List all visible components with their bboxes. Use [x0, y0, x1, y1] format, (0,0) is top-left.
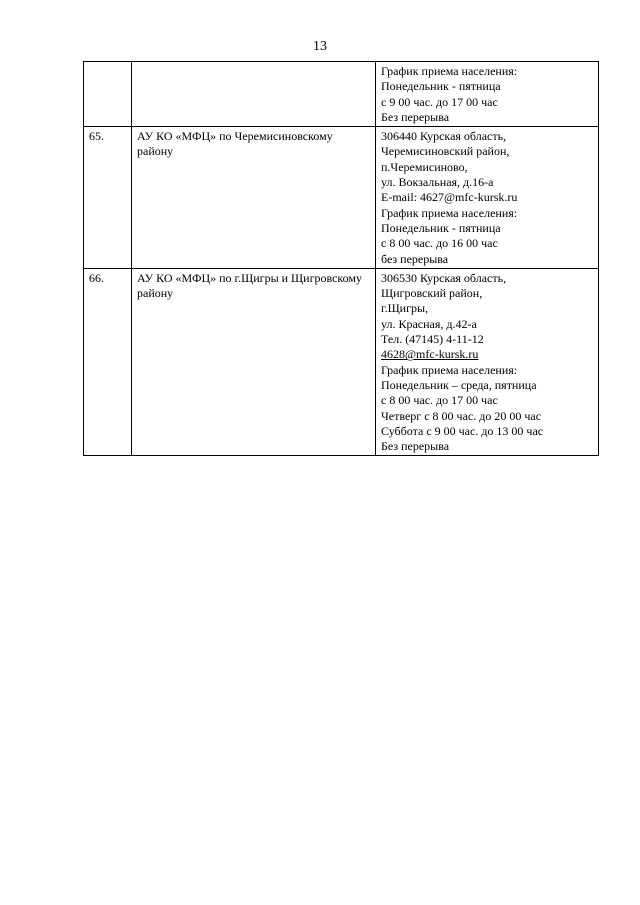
- address-schedule-cell: [376, 62, 599, 127]
- address-street: ул. Вокзальная, д.16-а: [381, 175, 494, 190]
- page-number: 13: [313, 39, 327, 54]
- schedule-weekday-hours: с 8 00 час. до 17 00 час: [381, 393, 498, 408]
- schedule-thursday: Четверг с 8 00 час. до 20 00 час: [381, 408, 542, 423]
- row-number-cell: 66.: [84, 268, 132, 456]
- schedule-heading: График приема населения:: [381, 64, 518, 78]
- phone-line: Тел. (47145) 4-11-12: [381, 332, 484, 347]
- schedule-hours: с 8 00 час. до 16 00 час: [381, 236, 498, 251]
- address-city: г.Щигры,: [381, 301, 429, 316]
- row-number-cell: 65.: [84, 127, 132, 269]
- mfc-table: [83, 61, 599, 456]
- schedule-days: Понедельник - пятница: [381, 220, 501, 235]
- address-postcode-region: 306440 Курская область,: [381, 129, 507, 144]
- address-postcode-region: 306530 Курская область,: [381, 270, 507, 285]
- office-name-cell: [132, 62, 376, 127]
- schedule-heading: График приема населения:: [381, 362, 518, 377]
- address-district: Черемисиновский район,: [381, 144, 510, 159]
- schedule-saturday: Суббота с 9 00 час. до 13 00 час: [381, 423, 544, 438]
- office-name-cell: АУ КО «МФЦ» по Черемисиновскому району: [132, 127, 376, 269]
- schedule-hours: с 9 00 час. до 17 00 час: [381, 94, 498, 109]
- schedule-heading: График приема населения:: [381, 205, 518, 220]
- schedule-days: Понедельник - пятница: [381, 79, 501, 94]
- table-row: [84, 127, 599, 269]
- table-row: [84, 62, 599, 127]
- address-settlement: п.Черемисиново,: [381, 159, 468, 174]
- address-street: ул. Красная, д.42-а: [381, 316, 477, 331]
- schedule-break: без перерыва: [381, 251, 449, 266]
- email-line[interactable]: E-mail: 4627@mfc-kursk.ru: [381, 190, 518, 205]
- schedule-break: Без перерыва: [381, 439, 450, 454]
- row-number-cell: [84, 62, 132, 127]
- schedule-weekdays: Понедельник – среда, пятница: [381, 377, 537, 392]
- schedule-break: Без перерыва: [381, 109, 450, 124]
- table-row: [84, 268, 599, 456]
- address-schedule-cell: [376, 127, 599, 269]
- email-link[interactable]: 4628@mfc-kursk.ru: [381, 347, 479, 362]
- office-name-cell: АУ КО «МФЦ» по г.Щигры и Щигровскому району: [132, 268, 376, 456]
- address-schedule-cell: [376, 268, 599, 456]
- address-district: Щигровский район,: [381, 286, 483, 301]
